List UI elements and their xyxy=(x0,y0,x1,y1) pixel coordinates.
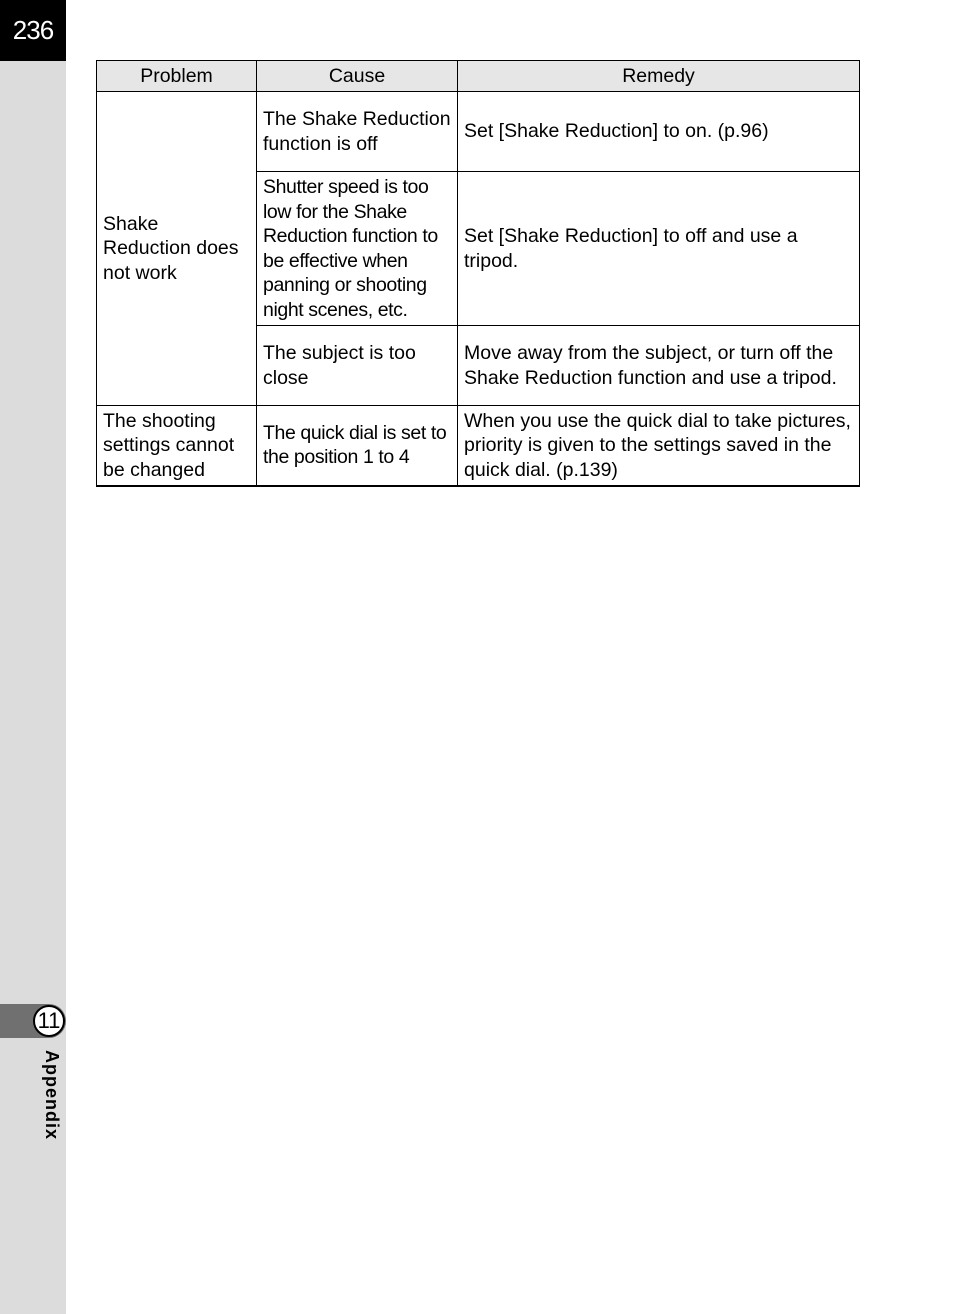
cause-cell: The Shake Reduction function is off xyxy=(257,92,458,172)
cause-cell: Shutter speed is too low for the Shake Reduction function to be effective when panning or shooting night scenes, etc. xyxy=(257,172,458,326)
header-problem: Problem xyxy=(97,61,257,92)
table-row xyxy=(97,406,860,486)
chapter-number: 11 xyxy=(33,1005,65,1037)
remedy-cell: Set [Shake Reduction] to on. (p.96) xyxy=(458,92,860,172)
cause-cell: The quick dial is set to the position 1 to 4 xyxy=(257,406,458,486)
header-cause: Cause xyxy=(257,61,458,92)
chapter-label: Appendix xyxy=(42,1050,62,1141)
problem-cell: Shake Reduction does not work xyxy=(97,92,257,406)
troubleshooting-table xyxy=(96,60,860,487)
page-number: 236 xyxy=(0,0,66,61)
header-remedy: Remedy xyxy=(458,61,860,92)
remedy-cell: Move away from the subject, or turn off the Shake Reduction function and use a tripod. xyxy=(458,326,860,406)
remedy-cell: When you use the quick dial to take pictures, priority is given to the settings saved in the quick dial. (p.139) xyxy=(458,406,860,486)
cause-cell: The subject is too close xyxy=(257,326,458,406)
remedy-cell: Set [Shake Reduction] to off and use a tripod. xyxy=(458,172,860,326)
table-header-row xyxy=(97,61,860,92)
problem-cell: The shooting settings cannot be changed xyxy=(97,406,257,486)
table-row xyxy=(97,92,860,172)
